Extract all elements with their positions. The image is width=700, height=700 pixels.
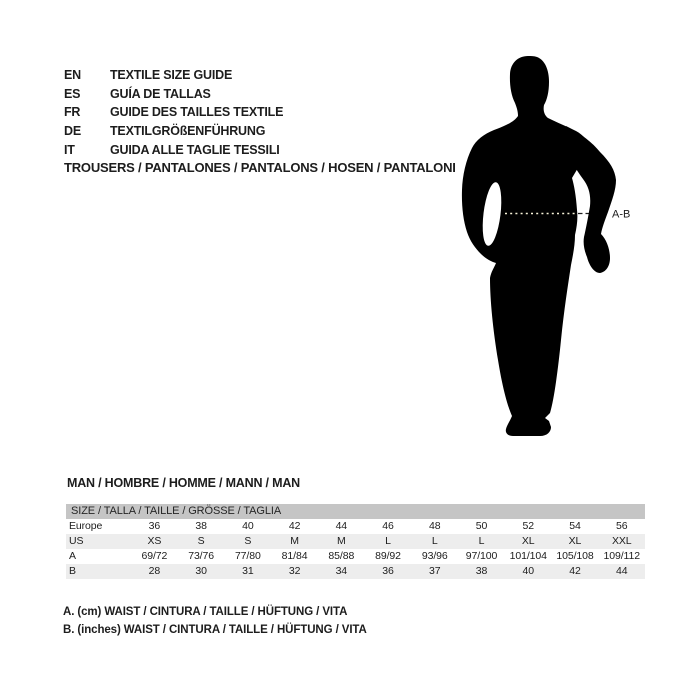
table-row-europe bbox=[66, 519, 645, 534]
table-row-a bbox=[66, 549, 645, 564]
size-value-cell: 40 bbox=[242, 520, 254, 532]
size-value-cell: 48 bbox=[429, 520, 441, 532]
size-value-cell: 36 bbox=[148, 520, 161, 532]
size-value-cell: L bbox=[478, 535, 485, 547]
note-waist-cm: A. (cm) WAIST / CINTURA / TAILLE / HÜFTUNG / VITA bbox=[63, 606, 348, 618]
size-value-cell: 105/108 bbox=[556, 550, 594, 562]
language-label: GUIDA ALLE TAGLIE TESSILI bbox=[110, 142, 280, 157]
language-row-es bbox=[64, 85, 283, 104]
size-table bbox=[66, 504, 645, 579]
language-label: GUÍA DE TALLAS bbox=[110, 86, 211, 101]
language-label: TEXTILE SIZE GUIDE bbox=[110, 68, 233, 83]
size-table-body bbox=[66, 519, 645, 579]
size-value-cell: 50 bbox=[475, 520, 488, 532]
size-value-cell: 56 bbox=[615, 520, 628, 532]
row-label: A bbox=[69, 550, 76, 562]
size-value-cell: XL bbox=[521, 535, 535, 547]
size-value-cell: 44 bbox=[615, 565, 628, 577]
size-value-cell: XS bbox=[147, 535, 162, 547]
size-value-cell: 52 bbox=[522, 520, 534, 532]
size-value-cell: 44 bbox=[335, 520, 348, 532]
size-value-cell: 28 bbox=[148, 565, 161, 577]
size-value-cell: L bbox=[431, 535, 438, 547]
language-code: FR bbox=[64, 105, 81, 120]
size-value-cell: 97/100 bbox=[465, 550, 498, 562]
row-label: B bbox=[69, 565, 76, 577]
man-silhouette-figure bbox=[450, 50, 650, 450]
size-value-cell: 32 bbox=[288, 565, 301, 577]
size-value-cell: 42 bbox=[569, 565, 581, 577]
language-code: EN bbox=[64, 68, 81, 83]
size-value-cell: 46 bbox=[382, 520, 394, 532]
size-value-cell: 101/104 bbox=[509, 550, 547, 562]
size-value-cell: 73/76 bbox=[188, 550, 214, 562]
size-value-cell: 34 bbox=[335, 565, 348, 577]
language-row-it bbox=[64, 140, 283, 159]
language-list bbox=[64, 66, 283, 159]
row-label: Europe bbox=[69, 520, 103, 532]
size-value-cell: 81/84 bbox=[281, 550, 308, 562]
size-value-cell: 77/80 bbox=[234, 550, 261, 562]
language-row-en bbox=[64, 66, 283, 85]
size-value-cell: 42 bbox=[288, 520, 301, 532]
size-value-cell: 36 bbox=[382, 565, 394, 577]
silhouette-body bbox=[462, 56, 589, 436]
size-value-cell: L bbox=[385, 535, 391, 547]
row-label: US bbox=[69, 535, 84, 547]
size-value-cell: 38 bbox=[195, 520, 207, 532]
table-row-us bbox=[66, 534, 645, 549]
size-value-cell: M bbox=[290, 535, 299, 547]
language-label: GUIDE DES TAILLES TEXTILE bbox=[110, 105, 284, 120]
table-row-b bbox=[66, 564, 645, 579]
language-code: IT bbox=[64, 142, 75, 157]
language-code: ES bbox=[64, 86, 81, 101]
language-code: DE bbox=[64, 124, 81, 139]
language-label: TEXTILGRÖßENFÜHRUNG bbox=[110, 124, 266, 139]
size-value-cell: 85/88 bbox=[328, 550, 355, 562]
size-value-cell: 54 bbox=[569, 520, 581, 532]
size-value-cell: 69/72 bbox=[141, 550, 168, 562]
size-value-cell: 93/96 bbox=[421, 550, 448, 562]
measure-label: A-B bbox=[612, 208, 631, 221]
size-value-cell: 37 bbox=[429, 565, 441, 577]
size-value-cell: 109/112 bbox=[603, 550, 640, 562]
size-value-cell: 38 bbox=[475, 565, 488, 577]
language-row-fr bbox=[64, 103, 283, 122]
gender-title: MAN / HOMBRE / HOMME / MANN / MAN bbox=[67, 476, 300, 490]
size-value-cell: 40 bbox=[522, 565, 534, 577]
size-value-cell: XL bbox=[568, 535, 582, 547]
size-value-cell: 30 bbox=[195, 565, 207, 577]
size-value-cell: 31 bbox=[242, 565, 254, 577]
size-value-cell: S bbox=[197, 535, 205, 547]
note-waist-inches: B. (inches) WAIST / CINTURA / TAILLE / HÜFTUNG / VITA bbox=[63, 624, 367, 636]
category-title: TROUSERS / PANTALONES / PANTALONS / HOSEN / PANTALONI bbox=[64, 160, 456, 175]
size-value-cell: XXL bbox=[611, 535, 632, 547]
measurement-notes bbox=[63, 603, 367, 639]
man-silhouette-icon bbox=[450, 50, 650, 450]
size-table-header: SIZE / TALLA / TAILLE / GRÖSSE / TAGLIA bbox=[66, 504, 645, 519]
size-value-cell: 89/92 bbox=[375, 550, 401, 562]
size-value-cell: M bbox=[336, 535, 346, 547]
size-value-cell: S bbox=[244, 535, 252, 547]
language-row-de bbox=[64, 122, 283, 141]
